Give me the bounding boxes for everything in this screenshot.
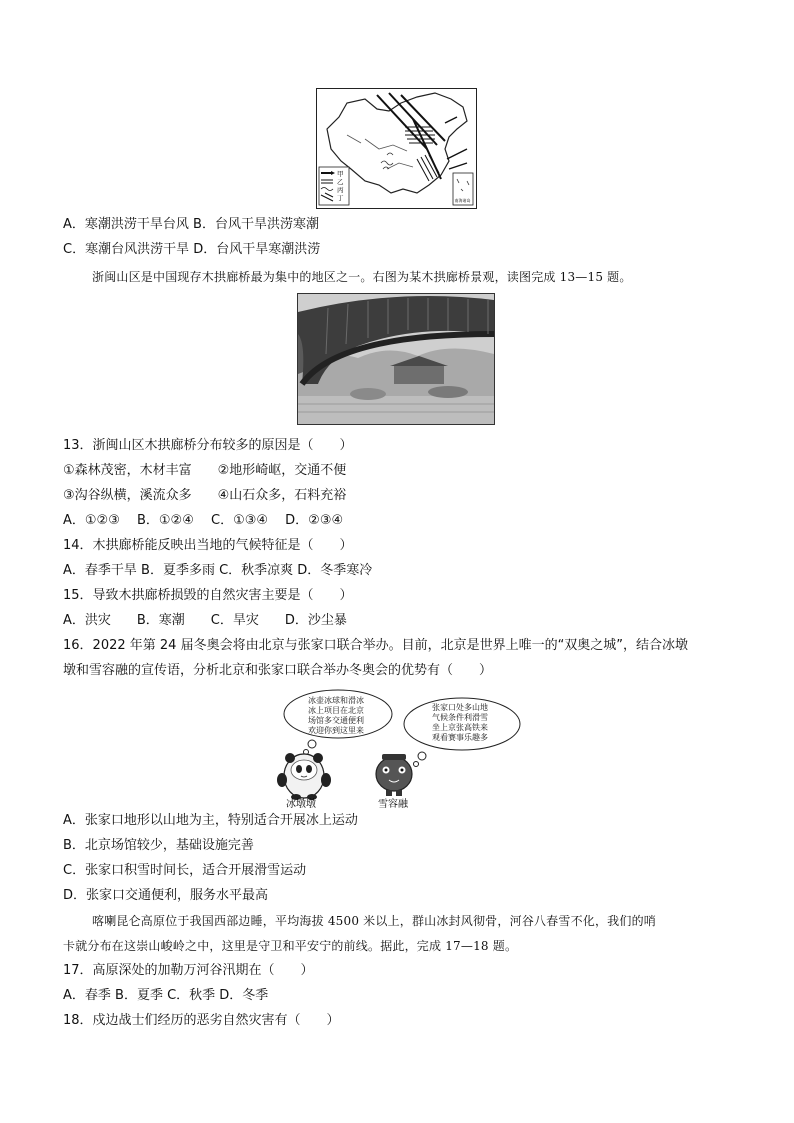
map-legend — [319, 167, 349, 205]
bing-dwen-dwen-mascot — [277, 753, 331, 800]
q13-reasons-line2: ③沟谷纵横，溪流众多 ④山石众多，石料充裕 — [63, 488, 347, 503]
bubble-right-line2: 气候条件利滑雪 — [432, 713, 488, 722]
q17-options: A．春季 B．夏季 C．秋季 D．冬季 — [63, 988, 269, 1003]
intro-17-18-line1: 喀喇昆仑高原位于我国西部边睡，平均海拔 4500 米以上，群山冰封风彻骨，河谷八春雪不化，我们的哨 — [92, 914, 656, 928]
q16-stem-line1: 16．2022 年第 24 届冬奥会将由北京与张家口联合举办。目前，北京是世界上唯一的“双奥之城”，结合冰墩 — [63, 638, 689, 653]
q13-stem: 13．浙闽山区木拱廊桥分布较多的原因是（ ） — [63, 438, 353, 453]
south-sea-inset — [453, 173, 473, 205]
q17-stem: 17．高原深处的加勒万河谷汛期在（ ） — [63, 963, 314, 978]
shuey-rhon-rhon-mascot — [376, 754, 412, 796]
q14-options: A．春季干旱 B．夏季多雨 C．秋季凉爽 D．冬季寒冷 — [63, 563, 373, 578]
q13-reasons-line1: ①森林茂密，木材丰富 ②地形崎岖，交通不便 — [63, 463, 347, 478]
q12-options-line2: C．寒潮台风洪涝干旱 D．台风干旱寒潮洪涝 — [63, 242, 321, 257]
legend-bing: 丙 — [337, 186, 344, 194]
bubble-left-line1: 冰壶冰球和滑冰 — [308, 696, 364, 705]
q16-stem-line2: 墩和雪容融的宣传语，分析北京和张家口联合举办冬奥会的优势有（ ） — [63, 663, 493, 678]
q16-option-c: C．张家口积雪时间长，适合开展滑雪运动 — [63, 863, 307, 878]
mascot-cartoon — [272, 688, 528, 808]
speech-bubble-right — [404, 698, 520, 767]
legend-ding: 丁 — [337, 194, 344, 202]
bubble-right-line1: 张家口处多山地 — [432, 703, 488, 712]
mascot-cartoon-svg — [272, 688, 528, 808]
intro-13-15: 浙闽山区是中国现存木拱廊桥最为集中的地区之一。右图为某木拱廊桥景观，读图完成 13—15 题。 — [92, 270, 632, 284]
bubble-left-line3: 场馆多交通便利 — [308, 716, 364, 725]
q15-options: A．洪灾 B．寒潮 C．旱灾 D．沙尘暴 — [63, 613, 347, 628]
q16-option-b: B．北京场馆较少，基础设施完善 — [63, 838, 254, 853]
q12-options-line1: A．寒潮洪涝干旱台风 B．台风干旱洪涝寒潮 — [63, 217, 319, 232]
bubble-left-line4: 欢迎你到这里来 — [308, 726, 364, 735]
bubble-left-line2: 冰上项目在北京 — [308, 706, 364, 715]
q16-option-d: D．张家口交通便利，服务水平最高 — [63, 888, 269, 903]
q15-stem: 15．导致木拱廊桥损毁的自然灾害主要是（ ） — [63, 588, 353, 603]
intro-17-18-line2: 卡就分布在这崇山峻岭之中，这里是守卫和平安宁的前线。据此，完成 17—18 题。 — [63, 939, 518, 953]
china-map-figure — [316, 88, 477, 209]
mascot-name-left: 冰墩墩 — [286, 799, 316, 808]
q13-options: A．①②③ B．①②④ C．①③④ D．②③④ — [63, 513, 344, 528]
wooden-arch-bridge-photo — [297, 293, 495, 425]
hatched-regions — [405, 127, 439, 181]
legend-jia: 甲 — [337, 170, 344, 178]
q18-stem: 18．戍边战士们经历的恶劣自然灾害有（ ） — [63, 1013, 340, 1028]
mascot-name-right: 雪容融 — [378, 799, 408, 808]
speech-bubble-left — [284, 690, 392, 755]
inset-label: 南海诸岛 — [454, 198, 471, 203]
q14-stem: 14．木拱廊桥能反映出当地的气候特征是（ ） — [63, 538, 353, 553]
bubble-right-line4: 观看赛事乐趣多 — [432, 733, 488, 742]
q16-option-a: A．张家口地形以山地为主，特别适合开展冰上运动 — [63, 813, 358, 828]
bubble-right-line3: 坐上京张高铁来 — [432, 723, 488, 732]
legend-yi: 乙 — [337, 178, 344, 186]
china-map-svg — [317, 89, 476, 208]
bridge-photo-svg — [298, 294, 494, 424]
